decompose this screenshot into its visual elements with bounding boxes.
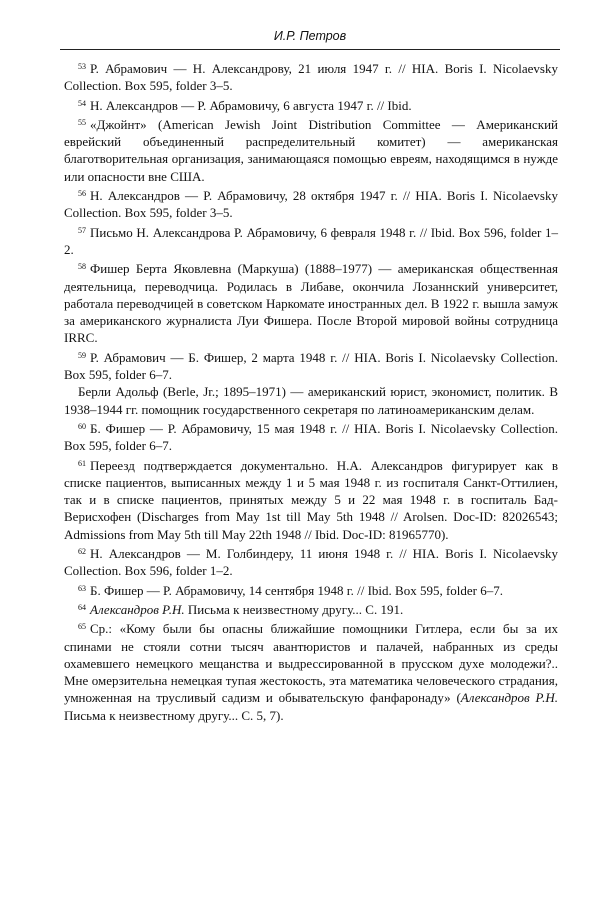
header-rule	[60, 49, 560, 50]
footnote-text: Письма к неизвестному другу... С. 191.	[184, 601, 404, 617]
footnote-number: 59	[78, 350, 86, 360]
footnote-text: Письма к неизвестному другу... С. 5, 7).	[64, 707, 284, 723]
footnote-number: 64	[78, 602, 86, 612]
footnote-number: 61	[78, 458, 86, 468]
footnote-number: 63	[78, 583, 86, 593]
footnote-text: Фишер Берта Яковлевна (Маркуша) (1888–1977) — американская общественная деятельница, переводчица. Родилась в Либаве, окончила Лозаннский университет, работала переводчицей в советском Наркомате иностранных дел. В 1922 г. вышла замуж за американского журналиста Луи Фишера. После Второй мировой войны сотрудница IRRC.	[64, 261, 558, 346]
footnote-text: Письмо Н. Александрова Р. Абрамовичу, 6 февраля 1948 г. // Ibid. Box 596, folder 1–2.	[64, 224, 558, 257]
footnote-author-italic: Александров Р.Н.	[460, 690, 558, 706]
footnote-number: 65	[78, 622, 86, 632]
footnote	[64, 95, 558, 114]
footnote	[64, 543, 558, 580]
footnote	[64, 580, 558, 599]
footnote	[64, 58, 558, 95]
footnote	[64, 383, 558, 418]
footnote-number: 53	[78, 62, 86, 71]
footnote-number: 60	[78, 421, 86, 431]
footnote-text: Ср.: «Кому были бы опасны ближайшие помощники Гитлера, если бы за их спинами не стояли сотни тысяч авантюристов и палачей, набранных из среды охамевшего немецкого мещанства и выдрессированной в прусском духе молодежи?.. Мне омерзительна немецкая тупая жестокость, эта математика человеческого страдания, умноженная на трусливый садизм и обывательскую фанфаронаду» (	[64, 621, 558, 706]
footnote-text: Берли Адольф (Berle, Jr.; 1895–1971) — американский юрист, экономист, политик. В 1938–1944 гг. помощник государственного секретаря по латиноамериканским делам.	[64, 384, 558, 417]
footnote-number: 57	[78, 225, 86, 235]
footnote-text: Н. Александров — Р. Абрамовичу, 28 октября 1947 г. // HIA. Boris I. Nicolaevsky Collection. Box 595, folder 3–5.	[64, 188, 558, 221]
footnote	[64, 455, 558, 543]
footnote-text: Н. Александров — Р. Абрамовичу, 6 августа 1947 г. // Ibid.	[90, 97, 412, 113]
footnote	[64, 114, 558, 185]
footnote-text: Р. Абрамович — Н. Александрову, 21 июля 1947 г. // HIA. Boris I. Nicolaevsky Collection. Box 595, folder 3–5.	[64, 61, 558, 94]
footnote-author-italic: Александров Р.Н.	[90, 601, 185, 617]
footnote	[64, 418, 558, 455]
footnote	[64, 347, 558, 384]
footnote-text: Переезд подтверждается документально. Н.А. Александров фигурирует как в списке пациентов, выписанных между 1 и 5 мая 1948 г. из госпиталя Санкт-Оттилиен, так и в списке пациентов, принятых между 5 и 22 мая 1948 г. в госпиталь Бад-Верисхофен (Discharges from May 1st till May 5th 1948 // Arolsen. Doc-ID: 82026543; Admissions from May 5th till May 22th 1948 // Ibid. Doc-ID: 81965770).	[64, 457, 558, 542]
footnotes	[64, 58, 558, 724]
footnote	[64, 222, 558, 259]
footnote-text: Б. Фишер — Р. Абрамовичу, 15 мая 1948 г. // HIA. Boris I. Nicolaevsky Collection. Box 595, folder 6–7.	[64, 420, 558, 454]
footnote-number: 55	[78, 117, 86, 127]
footnote-number: 62	[78, 547, 86, 557]
footnote-text: Б. Фишер — Р. Абрамовичу, 14 сентября 1948 г. // Ibid. Box 595, folder 6–7.	[90, 582, 503, 598]
running-head: И.Р. Петров	[273, 29, 347, 43]
footnote-number: 58	[78, 262, 86, 272]
footnote	[64, 618, 558, 724]
footnote-text: «Джойнт» (American Jewish Joint Distribution Committee — Американский еврейский объединенный распределительный комитет) — американская благотворительная организация, занимающаяся помощью евреям, находящимся в нужде или опасности вне США.	[64, 116, 558, 184]
footnote	[64, 258, 558, 346]
footnote-text: Р. Абрамович — Б. Фишер, 2 марта 1948 г. // HIA. Boris I. Nicolaevsky Collection. Box 595, folder 6–7.	[64, 349, 558, 383]
footnote-number: 54	[78, 98, 86, 108]
footnote-number: 56	[78, 189, 86, 199]
footnote-text: Н. Александров — М. Голбиндеру, 11 июня 1948 г. // HIA. Boris I. Nicolaevsky Collection. Box 596, folder 1–2.	[64, 546, 558, 579]
footnote	[64, 185, 558, 222]
footnote	[64, 599, 558, 618]
